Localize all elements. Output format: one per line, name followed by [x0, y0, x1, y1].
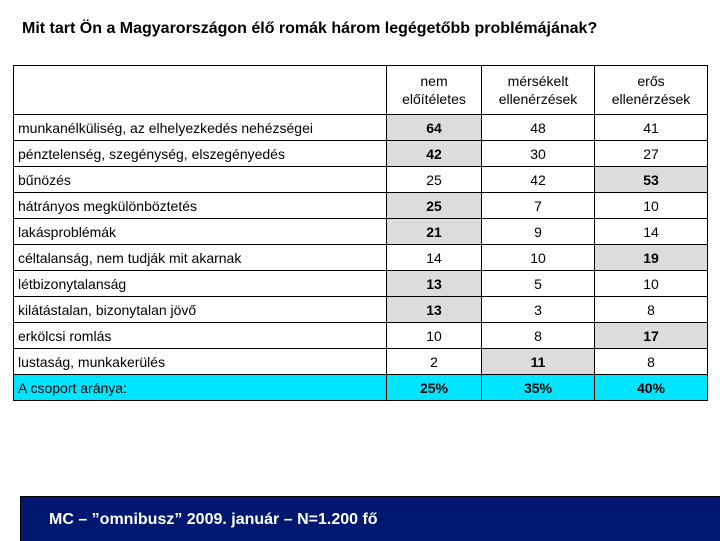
- row-value: 13: [387, 271, 482, 297]
- row-value: 8: [595, 297, 708, 323]
- row-value: 41: [595, 115, 708, 141]
- row-label: pénztelenség, szegénység, elszegényedés: [14, 141, 387, 167]
- row-value: 21: [387, 219, 482, 245]
- header-col1-line2: előítéletes: [402, 91, 466, 107]
- row-value: 13: [387, 297, 482, 323]
- table-row: [14, 323, 708, 349]
- row-value: 10: [387, 323, 482, 349]
- table-header-row: [14, 66, 708, 115]
- row-label: lakásproblémák: [14, 219, 387, 245]
- table-row: [14, 271, 708, 297]
- table-row: [14, 141, 708, 167]
- header-nem-eloiteletes: [387, 66, 482, 115]
- summary-value: 40%: [595, 375, 708, 401]
- row-value: 10: [595, 193, 708, 219]
- row-value: 30: [482, 141, 595, 167]
- table-row: [14, 167, 708, 193]
- header-col2-line2: ellenérzések: [498, 91, 578, 107]
- row-label: kilátástalan, bizonytalan jövő: [14, 297, 387, 323]
- row-value: 48: [482, 115, 595, 141]
- row-value: 2: [387, 349, 482, 375]
- table-row: [14, 219, 708, 245]
- row-label: lustaság, munkakerülés: [14, 349, 387, 375]
- row-value: 7: [482, 193, 595, 219]
- header-col3-line2: ellenérzések: [611, 91, 691, 107]
- summary-label: A csoport aránya:: [14, 375, 387, 401]
- row-value: 27: [595, 141, 708, 167]
- table-row: [14, 115, 708, 141]
- row-value: 10: [482, 245, 595, 271]
- row-value: 25: [387, 193, 482, 219]
- footer-banner: [20, 496, 720, 541]
- row-label: bűnözés: [14, 167, 387, 193]
- footer-source: MC – ”omnibusz” 2009. január – N=1.200 fő: [49, 511, 378, 528]
- header-empty-cell: [14, 66, 387, 115]
- table-row: [14, 349, 708, 375]
- table-row: [14, 297, 708, 323]
- survey-table: [13, 65, 708, 401]
- table-row: [14, 193, 708, 219]
- row-value: 53: [595, 167, 708, 193]
- row-value: 42: [482, 167, 595, 193]
- page-title: Mit tart Ön a Magyarországon élő romák három legégetőbb problémájának?: [22, 20, 598, 37]
- header-col2-line1: mérsékelt: [507, 73, 569, 89]
- summary-value: 25%: [387, 375, 482, 401]
- summary-value: 35%: [482, 375, 595, 401]
- row-value: 14: [595, 219, 708, 245]
- header-col3-line1: erős: [637, 73, 665, 89]
- row-label: hátrányos megkülönböztetés: [14, 193, 387, 219]
- row-value: 14: [387, 245, 482, 271]
- row-value: 19: [595, 245, 708, 271]
- table-row: [14, 245, 708, 271]
- row-value: 11: [482, 349, 595, 375]
- row-label: létbizonytalanság: [14, 271, 387, 297]
- row-value: 9: [482, 219, 595, 245]
- row-value: 17: [595, 323, 708, 349]
- row-value: 64: [387, 115, 482, 141]
- header-col1-line1: nem: [420, 73, 448, 89]
- row-value: 42: [387, 141, 482, 167]
- row-label: munkanélküliség, az elhelyezkedés nehézségei: [14, 115, 387, 141]
- summary-row: [14, 375, 708, 401]
- row-value: 10: [595, 271, 708, 297]
- row-value: 8: [482, 323, 595, 349]
- row-label: erkölcsi romlás: [14, 323, 387, 349]
- row-value: 8: [595, 349, 708, 375]
- header-mersekelt-ellenerzesek: [482, 66, 595, 115]
- row-value: 5: [482, 271, 595, 297]
- row-value: 25: [387, 167, 482, 193]
- header-eros-ellenerzesek: [595, 66, 708, 115]
- row-value: 3: [482, 297, 595, 323]
- row-label: céltalanság, nem tudják mit akarnak: [14, 245, 387, 271]
